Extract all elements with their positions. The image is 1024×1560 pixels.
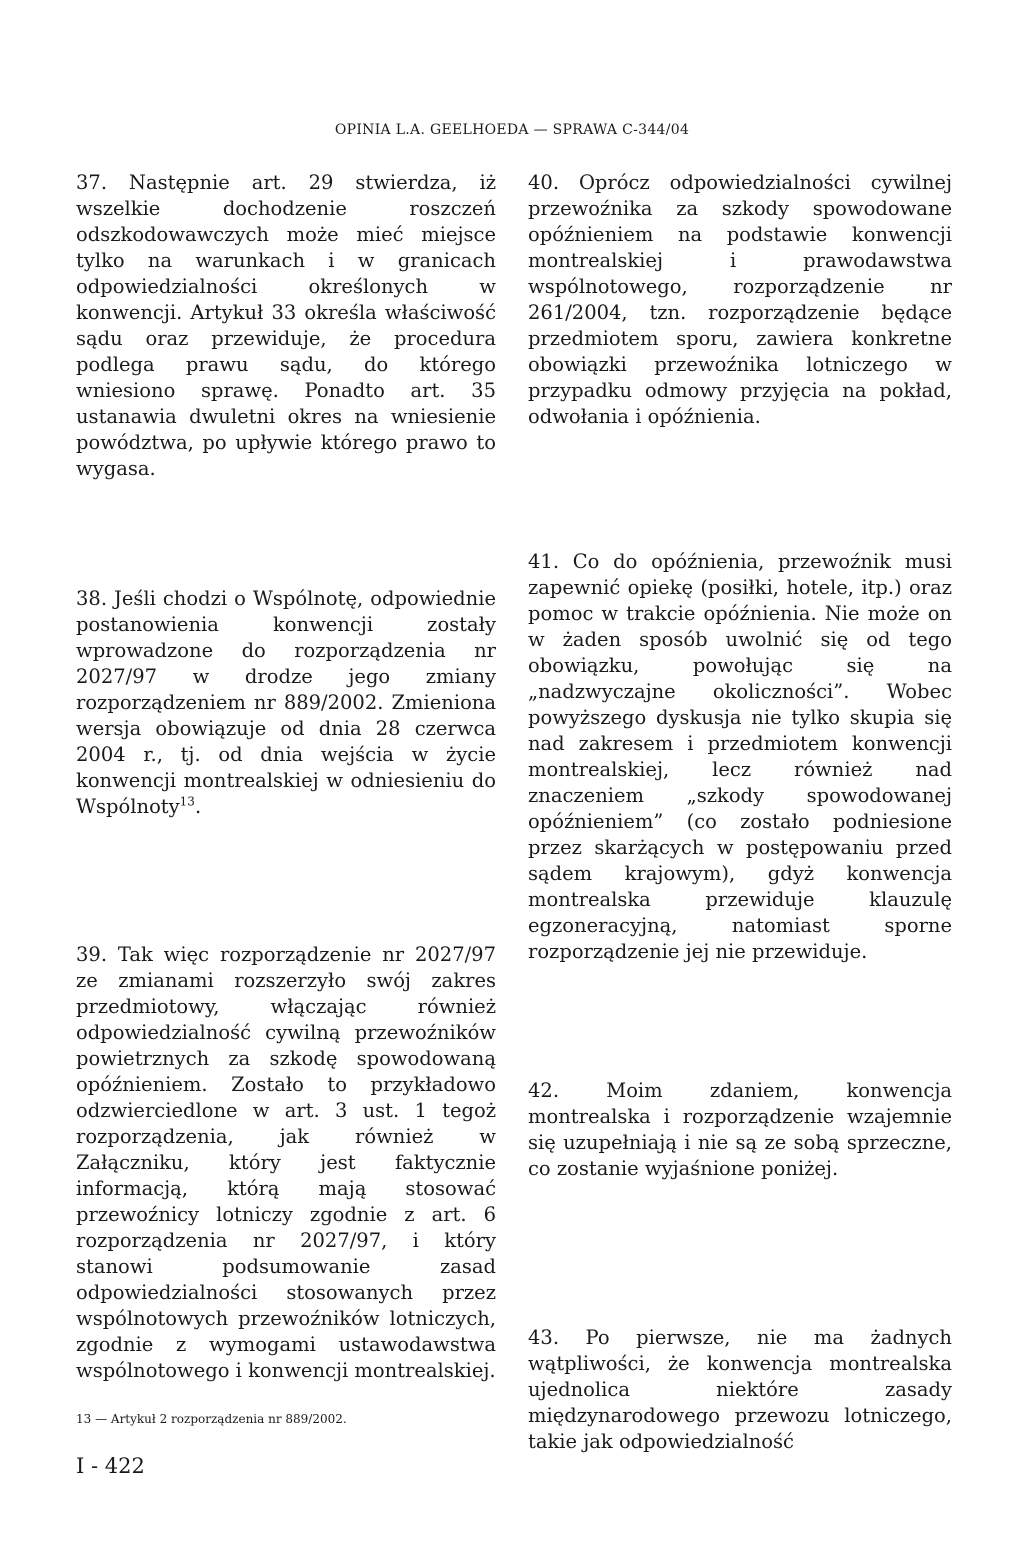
paragraph-42: 42. Moim zdaniem, konwencja montrealska i rozporządzenie wzajemnie się uzupełniają i nie są ze sobą sprzeczne, co zostanie wyjaśnione poniżej. — [528, 1079, 952, 1180]
paragraph-43: 43. Po pierwsze, nie ma żadnych wątpliwości, że konwencja montrealska ujednolica niektóre zasady międzynarodowego przewozu lotniczego, takie jak odpowiedzialność — [528, 1326, 952, 1453]
paragraph-41: 41. Co do opóźnienia, przewoźnik musi zapewnić opiekę (posiłki, hotele, itp.) oraz pomoc w trakcie opóźnienia. Nie może on w żaden sposób uwolnić się od tego obowiązku, powołując się na „nadzwyczajne okoliczności”. Wobec powyższego dyskusja nie tylko skupia się nad zakresem i przedmiotem konwencji montrealskiej, lecz również nad znaczeniem „szkody spowodowanej opóźnieniem” (co zostało podniesione przez skarżących w postępowaniu przed sądem krajowym), gdyż konwencja montrealska przewiduje klauzulę egzoneracyjną, natomiast sporne rozporządzenie jej nie przewiduje. — [528, 550, 952, 963]
paragraph-38-text: 38. Jeśli chodzi o Wspólnotę, odpowiednie postanowienia konwencji zostały wprowadzone do rozporządzenia nr 2027/97 w drodze jego zmiany rozporządzeniem nr 889/2002. Zmieniona wersja obowiązuje od dnia 28 czerwca 2004 r., tj. od dnia wejścia w życie konwencji montrealskiej w odniesieniu do Wspólnoty — [76, 587, 496, 818]
footnote-reference-13[interactable]: 13 — [179, 794, 195, 809]
footnote-13: 13 — Artykuł 2 rozporządzenia nr 889/2002. — [76, 1412, 347, 1426]
running-header: OPINIA L.A. GEELHOEDA — SPRAWA C-344/04 — [334, 122, 690, 138]
paragraph-40: 40. Oprócz odpowiedzialności cywilnej przewoźnika za szkody spowodowane opóźnieniem na podstawie konwencji montrealskiej i prawodawstwa wspólnotowego, rozporządzenie nr 261/2004, tzn. rozporządzenie będące przedmiotem sporu, zawiera konkretne obowiązki przewoźnika lotniczego w przypadku odmowy przyjęcia na pokład, odwołania i opóźnienia. — [528, 171, 952, 428]
page-number: I - 422 — [76, 1454, 145, 1478]
paragraph-37: 37. Następnie art. 29 stwierdza, iż wszelkie dochodzenie roszczeń odszkodowawczych może mieć miejsce tylko na warunkach i w granicach odpowiedzialności określonych w konwencji. Artykuł 33 określa właściwość sądu oraz przewiduje, że procedura podlega prawu sądu, do którego wniesiono sprawę. Ponadto art. 35 ustanawia dwuletni okres na wniesienie powództwa, po upływie którego prawo to wygasa. — [76, 171, 496, 480]
paragraph-38-end: . — [194, 795, 202, 818]
paragraph-39: 39. Tak więc rozporządzenie nr 2027/97 ze zmianami rozszerzyło swój zakres przedmiotowy, włączając również odpowiedzialność cywilną przewoźników powietrznych za szkodę spowodowaną opóźnieniem. Zostało to przykładowo odzwierciedlone w art. 3 ust. 1 tegoż rozporządzenia, jak również w Załączniku, który jest faktycznie informacją, którą mają stosować przewoźnicy lotniczy zgodnie z art. 6 rozporządzenia nr 2027/97, i który stanowi podsumowanie zasad odpowiedzialności stosowanych przez wspólnotowych przewoźników lotniczych, zgodnie z wymogami ustawodawstwa wspólnotowego i konwencji montrealskiej. — [76, 943, 496, 1382]
paragraph-38 — [76, 586, 496, 820]
